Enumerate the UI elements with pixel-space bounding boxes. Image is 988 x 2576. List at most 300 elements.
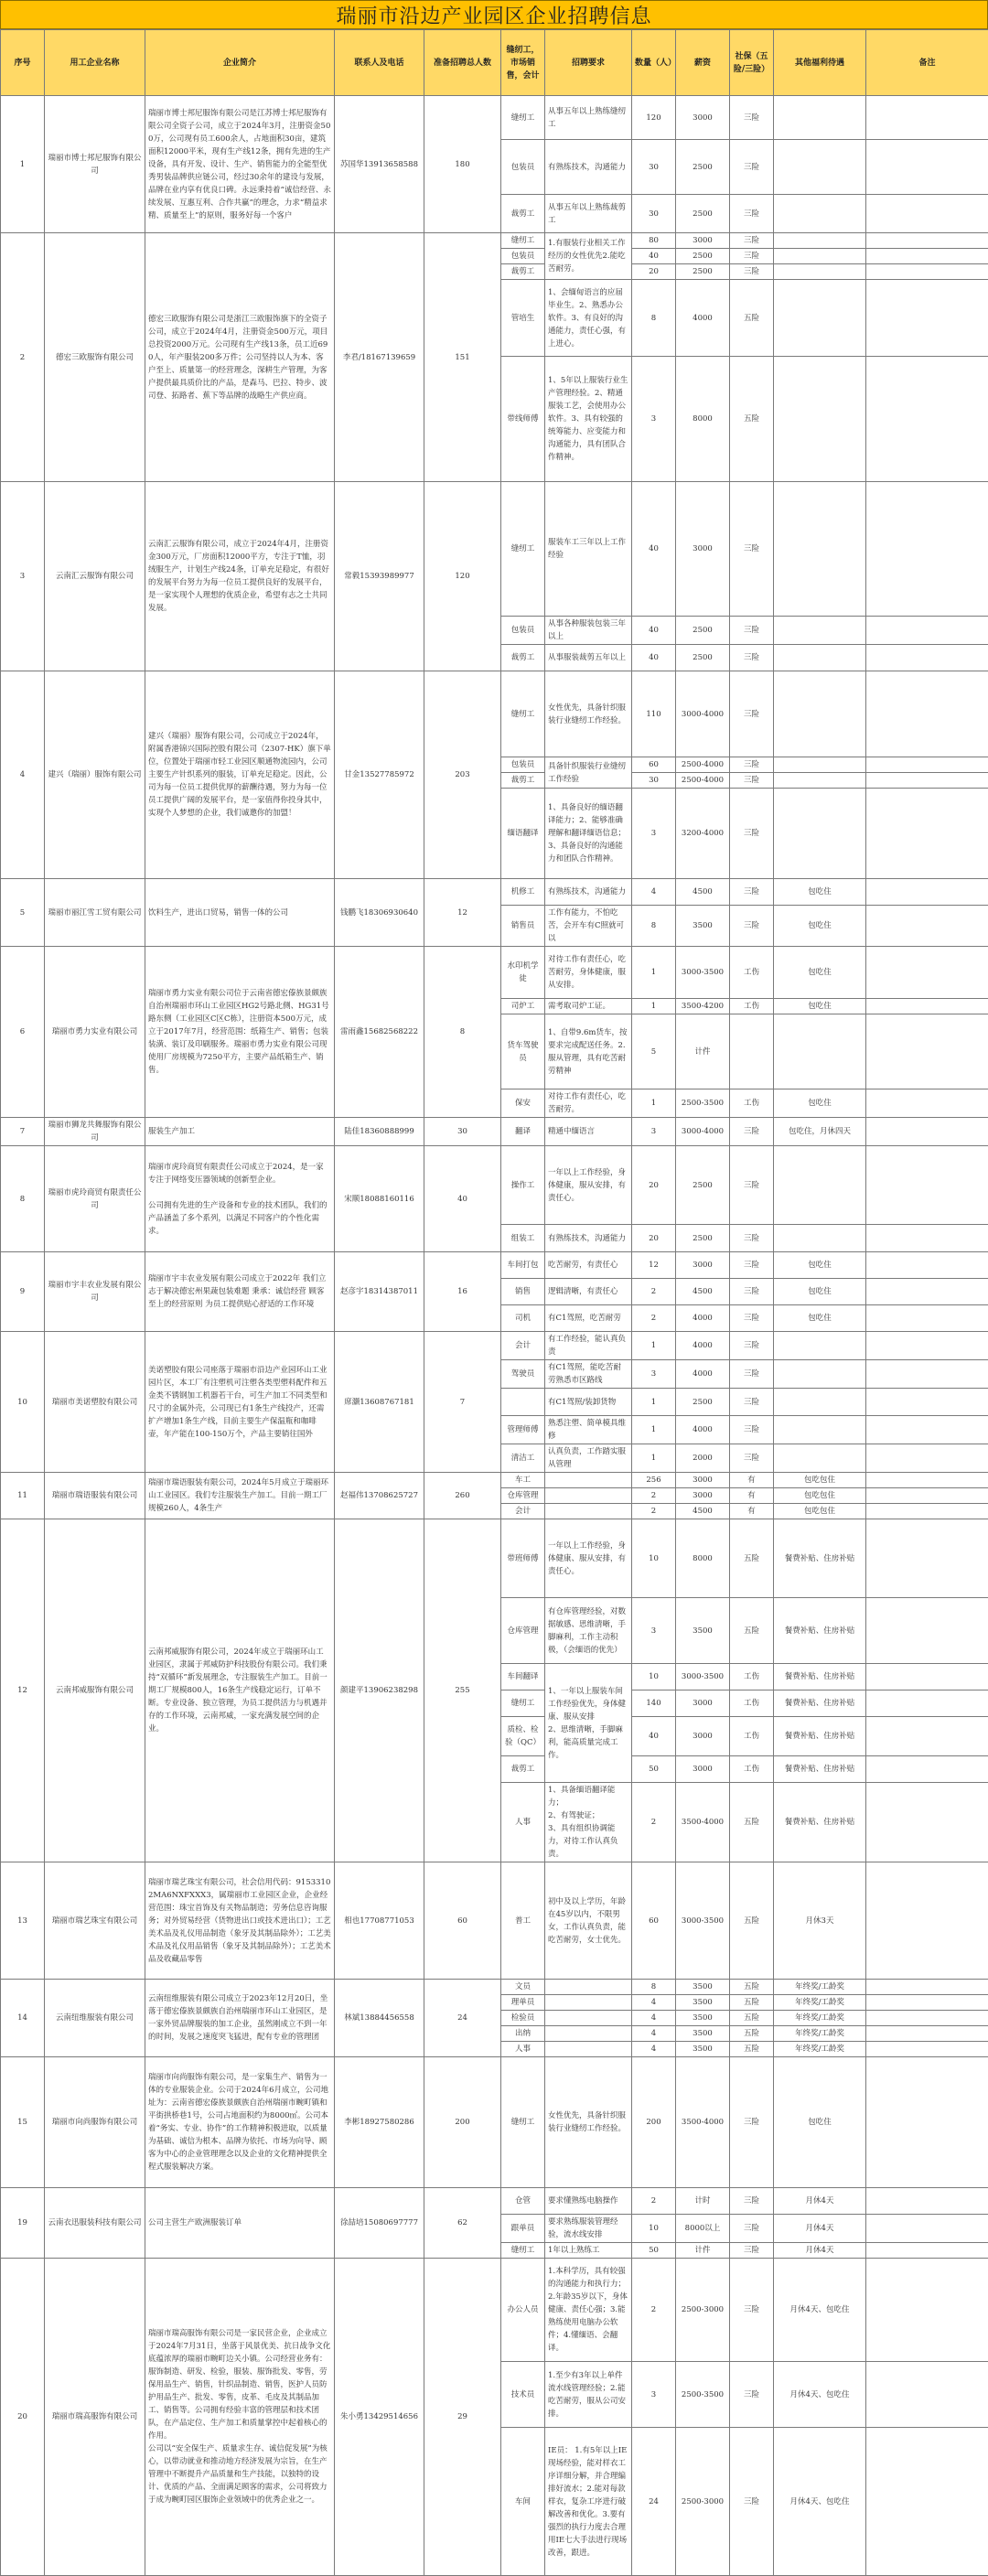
row-index: 3 [1, 482, 45, 671]
position-role: 驾驶员 [501, 1360, 545, 1389]
position-insurance: 工伤 [730, 1664, 774, 1690]
position-notes [866, 671, 988, 757]
position-benefits [774, 645, 866, 671]
position-salary: 3500-4000 [676, 1783, 730, 1862]
position-insurance: 有 [730, 1488, 774, 1504]
position-insurance: 三险 [730, 96, 774, 140]
position-requirement: 有工作经验，能认真负责 [545, 1332, 632, 1360]
position-notes [866, 906, 988, 947]
position-benefits: 月休4天、包吃住 [774, 2428, 866, 2576]
position-benefits [774, 1014, 866, 1089]
position-role: 包装员 [501, 140, 545, 195]
position-quantity: 140 [632, 1690, 676, 1717]
position-notes [866, 2188, 988, 2215]
position-salary: 3000 [676, 482, 730, 617]
position-requirement: 1年以上熟练工 [545, 2243, 632, 2259]
position-insurance: 五险 [730, 1598, 774, 1664]
table-row [1, 482, 988, 617]
position-benefits: 包吃包住 [774, 1488, 866, 1504]
position-role: 司机 [501, 1305, 545, 1332]
position-benefits: 包吃住 [774, 947, 866, 999]
row-index: 10 [1, 1332, 45, 1473]
position-notes [866, 249, 988, 264]
position-salary: 计件 [676, 1014, 730, 1089]
position-notes [866, 1504, 988, 1519]
table-row [1, 1980, 988, 1995]
position-benefits [774, 96, 866, 140]
table-body [1, 96, 988, 2576]
position-role: 出纳 [501, 2026, 545, 2042]
position-role: 包装员 [501, 757, 545, 773]
position-benefits [774, 671, 866, 757]
position-quantity: 1 [632, 1089, 676, 1118]
position-notes [866, 96, 988, 140]
position-notes [866, 195, 988, 233]
col-requirement-header: 招聘要求 [545, 30, 632, 96]
total-hiring: 260 [424, 1473, 501, 1519]
contact-phone: 宋顺18088160116 [335, 1146, 424, 1252]
position-quantity: 30 [632, 140, 676, 195]
position-insurance: 三险 [730, 1360, 774, 1389]
position-insurance: 三险 [730, 789, 774, 879]
position-notes [866, 1332, 988, 1360]
position-notes [866, 1664, 988, 1690]
company-intro: 云南邦威服饰有限公司，2024年成立于瑞丽环山工业园区，隶属于邦威防护科技股份有限公司。我们秉持“双循环”新发展理念，专注服装生产加工。目前一期工厂规模800人，16条生产线稳定运行，订单不断。专业设备、独立管理，为员工提供活力与机遇并存的工作环境，云南邦威，一家充满发展空间的企业。 [145, 1519, 335, 1862]
position-salary: 计时 [676, 2188, 730, 2215]
row-index: 19 [1, 2188, 45, 2259]
position-quantity: 50 [632, 1756, 676, 1783]
position-salary: 4000 [676, 280, 730, 357]
position-salary: 2500-3000 [676, 2428, 730, 2576]
header-row [1, 30, 988, 96]
position-insurance: 三险 [730, 2259, 774, 2362]
position-notes [866, 357, 988, 482]
contact-phone: 常毅15393989977 [335, 482, 424, 671]
col-insurance-header: 社保（五险/三险） [730, 30, 774, 96]
position-requirement: 对待工作有责任心，吃苦耐劳，身体健康，服从安排。 [545, 947, 632, 999]
position-requirement: 逻辑清晰，有责任心 [545, 1279, 632, 1305]
table-row [1, 2259, 988, 2362]
position-quantity: 40 [632, 617, 676, 645]
contact-phone: 相也17708771053 [335, 1862, 424, 1980]
position-quantity: 5 [632, 1014, 676, 1089]
company-name: 云南衣迅服装科技有限公司 [45, 2188, 145, 2259]
company-name: 瑞丽市勇力实业有限公司 [45, 947, 145, 1118]
position-requirement: 女性优先，具备针织服装行业缝纫工作经验。 [545, 671, 632, 757]
position-notes [866, 1598, 988, 1664]
position-requirement [545, 1995, 632, 2011]
position-insurance: 五险 [730, 1862, 774, 1980]
position-role [501, 1389, 545, 1416]
position-role: 货车驾驶员 [501, 1014, 545, 1089]
row-index: 6 [1, 947, 45, 1118]
position-role: 质检、检验（QC） [501, 1717, 545, 1756]
position-benefits: 年终奖/工龄奖 [774, 1980, 866, 1995]
position-salary: 2500-4000 [676, 757, 730, 773]
position-role: 仓库管理 [501, 1598, 545, 1664]
position-notes [866, 789, 988, 879]
position-insurance: 三险 [730, 2243, 774, 2259]
position-notes [866, 1717, 988, 1756]
company-intro: 瑞丽市虎玲商贸有限责任公司成立于2024，是一家专注于网络变压器领域的创新型企业。 公司拥有先进的生产设备和专业的技术团队，我们的产品涵盖了多个系列，以满足不同客户的个性化需求。 [145, 1146, 335, 1252]
position-benefits: 包吃包住 [774, 1504, 866, 1519]
position-requirement: 熟悉注塑、简单模具维修 [545, 1416, 632, 1444]
position-requirement: 有C1驾照，能吃苦耐劳熟悉市区路线 [545, 1360, 632, 1389]
position-notes [866, 1146, 988, 1225]
position-requirement: 1、5年以上服装行业生产管理经验。2、精通服装工艺，会使用办公软件。3、具有较强的统筹能力、应变能力和沟通能力，具有团队合作精神。 [545, 357, 632, 482]
company-intro: 瑞丽市瑞高服饰有限公司是一家民营企业，企业成立于2024年7月31日，坐落于风景优美、抗日战争文化底蕴浓厚的瑞丽市畹町边关小镇。公司经营业务有：服饰制造、研发、检验，服装、服饰批发、零售，劳保用品生产、销售，针织品制造、销售，医护人员防护用品生产、批发、零售，皮革、毛皮及其制品加工、销售等。公司拥有经验丰富的管理层和技术团队，在产品定位、生产加工和质量掌控中起着核心的作用。 公司以“安全保生产、质量求生存、诚信促发展”为核心，以带动就业和推动地方经济发展为宗旨，在生产管理中不断提升产品质量和生产技能，以独特的设计、优质的产品、全面满足顾客的需求，公司将致力于成为畹町园区服饰企业领域中的优秀企业之一。 [145, 2259, 335, 2576]
contact-phone: 朱小勇13429514656 [335, 2259, 424, 2576]
position-quantity: 20 [632, 264, 676, 280]
position-insurance: 五险 [730, 280, 774, 357]
position-benefits [774, 249, 866, 264]
row-index: 20 [1, 2259, 45, 2576]
position-insurance [730, 1014, 774, 1089]
col-benefits-header: 其他福利待遇 [774, 30, 866, 96]
col-quantity-header: 数量（人） [632, 30, 676, 96]
table-row [1, 879, 988, 906]
position-quantity: 3 [632, 2362, 676, 2428]
position-insurance: 三险 [730, 757, 774, 773]
position-role: 技术员 [501, 2362, 545, 2428]
position-salary: 2500-3500 [676, 2362, 730, 2428]
col-total-header: 准备招聘总人数 [424, 30, 501, 96]
contact-phone: 徐喆培15080697777 [335, 2188, 424, 2259]
position-salary: 2500-3500 [676, 1089, 730, 1118]
position-insurance: 三险 [730, 264, 774, 280]
position-notes [866, 2057, 988, 2188]
company-intro: 德宏三欧服饰有限公司是浙江三欧服饰旗下的全资子公司，成立于2024年4月，注册资金500万元，项目总投资2000万元。公司现有生产线13条，员工近690人，年产服装200多万件；公司坚持以人为本、客户至上、质量第一的经营理念，深耕生产管理，为客户提供最具质价比的产品，是森马、巴拉、特步、波司登、拓路者、蕉下等品牌的战略生产供应商。 [145, 233, 335, 482]
position-benefits: 月休4天、包吃住 [774, 2362, 866, 2428]
position-benefits: 包吃住 [774, 879, 866, 906]
col-notes-header: 备注 [866, 30, 988, 96]
position-requirement: 一年以上工作经验，身体健康、服从安排，有责任心。 [545, 1519, 632, 1598]
position-insurance: 五险 [730, 1995, 774, 2011]
position-benefits: 餐费补贴、住房补贴 [774, 1690, 866, 1717]
position-quantity: 4 [632, 2011, 676, 2026]
company-intro: 建兴（瑞丽）服饰有限公司，公司成立于2024年，附属香港锦兴国际控股有限公司（2307-HK）旗下单位，位置处于瑞丽市轻工业园区顺通物流园内，公司主要生产针织系列的服装，订单充足稳定。因此，公司为每一位员工提供优厚的薪酬待遇，努力为每一位员工提供广阔的发展平台，是一家值得你投身其中，实现个人梦想的企业，我们诚邀你的加盟！ [145, 671, 335, 879]
position-salary: 3500 [676, 906, 730, 947]
position-notes [866, 1360, 988, 1389]
position-notes [866, 645, 988, 671]
position-notes [866, 1473, 988, 1488]
position-notes [866, 1118, 988, 1146]
table-row [1, 671, 988, 757]
position-quantity: 3 [632, 1118, 676, 1146]
position-insurance: 三险 [730, 906, 774, 947]
position-role: 包装员 [501, 249, 545, 264]
row-index: 15 [1, 2057, 45, 2188]
position-salary: 3000-4000 [676, 671, 730, 757]
position-salary: 3500 [676, 1980, 730, 1995]
total-hiring: 120 [424, 482, 501, 671]
position-requirement: 1、会缅甸语言的应届毕业生。2、熟悉办公软件。3、有良好的沟通能力，责任心强，有上进心。 [545, 280, 632, 357]
position-notes [866, 1252, 988, 1279]
position-salary: 3500 [676, 2026, 730, 2042]
position-role: 管理师傅 [501, 1416, 545, 1444]
position-notes [866, 999, 988, 1014]
position-insurance: 三险 [730, 671, 774, 757]
position-salary: 3000 [676, 1717, 730, 1756]
position-salary: 3500-4000 [676, 2057, 730, 2188]
position-salary: 3000-3500 [676, 1862, 730, 1980]
row-index: 12 [1, 1519, 45, 1862]
total-hiring: 16 [424, 1252, 501, 1332]
position-benefits [774, 773, 866, 789]
position-requirement: 有熟练技术，沟通能力 [545, 140, 632, 195]
position-quantity: 1 [632, 1444, 676, 1473]
col-index-header: 序号 [1, 30, 45, 96]
total-hiring: 151 [424, 233, 501, 482]
position-insurance: 三险 [730, 482, 774, 617]
position-role: 文员 [501, 1980, 545, 1995]
position-salary: 3200-4000 [676, 789, 730, 879]
company-intro: 美诺塑胶有限公司座落于瑞丽市沿边产业园环山工业园片区，本工厂有注塑机可注塑各类型塑料配件和五金类不锈钢加工机器若干台，可生产加工不同类型和尺寸的金属外壳，公司现已有1条生产线投产，还需扩产增加1条生产线，目前主要生产保温瓶和咖啡壶，年产能在100-150万个，产品主要销往国外 [145, 1332, 335, 1473]
position-quantity: 1 [632, 1416, 676, 1444]
contact-phone: 陆佳18360888999 [335, 1118, 424, 1146]
position-salary: 2500 [676, 249, 730, 264]
position-quantity: 4 [632, 2042, 676, 2057]
table-row [1, 2188, 988, 2215]
position-requirement: 1、具备良好的缅语翻译能力；2、能够准确理解和翻译缅语信息；3、具备良好的沟通能力和团队合作精神。 [545, 789, 632, 879]
position-salary: 4000 [676, 1416, 730, 1444]
position-salary: 3500 [676, 1598, 730, 1664]
position-insurance: 三险 [730, 1118, 774, 1146]
position-requirement: 从事各种服装包装三年以上 [545, 617, 632, 645]
position-role: 司炉工 [501, 999, 545, 1014]
table-row [1, 2057, 988, 2188]
position-notes [866, 1519, 988, 1598]
position-salary: 4500 [676, 879, 730, 906]
position-salary: 3500-4200 [676, 999, 730, 1014]
position-salary: 3500 [676, 1995, 730, 2011]
row-index: 13 [1, 1862, 45, 1980]
position-notes [866, 2011, 988, 2026]
company-name: 瑞丽市宇丰农业发展有限公司 [45, 1252, 145, 1332]
position-salary: 3000-3500 [676, 947, 730, 999]
position-requirement: 有仓库管理经验，对数据敏感、思维清晰，手脚麻利，工作主动积极，（会缅语的优先） [545, 1598, 632, 1664]
position-requirement: 具备针织服装行业缝纫工作经验 [545, 757, 632, 789]
company-intro: 瑞丽市向尚服饰有限公司，是一家集生产、销售为一体的专业服装企业。公司于2024年6月成立，公司地址为：云南省德宏傣族景颇族自治州瑞丽市畹町镇和平街拱桥巷1号，公司占地面积约为8000㎡。公司本着“务实、专业、协作”的工作精神积极进取，以质量为基础、诚信为根本、品牌为依托、市场为向导、顾客为中心的企业管理理念以及企业的文化精神提供全程式服装解决方案。 [145, 2057, 335, 2188]
position-insurance: 五险 [730, 1980, 774, 1995]
position-benefits [774, 1225, 866, 1252]
position-salary: 4000 [676, 1305, 730, 1332]
position-notes [866, 1995, 988, 2011]
position-quantity: 40 [632, 1717, 676, 1756]
position-notes [866, 280, 988, 357]
row-index: 11 [1, 1473, 45, 1519]
position-role: 裁剪工 [501, 264, 545, 280]
position-quantity: 2 [632, 2188, 676, 2215]
position-salary: 2500 [676, 1389, 730, 1416]
position-notes [866, 2362, 988, 2428]
position-role: 清洁工 [501, 1444, 545, 1473]
position-insurance: 三险 [730, 2057, 774, 2188]
position-notes [866, 1279, 988, 1305]
position-benefits: 包吃住 [774, 999, 866, 1014]
position-salary: 2500 [676, 645, 730, 671]
position-insurance: 五险 [730, 2026, 774, 2042]
col-company-name-header: 用工企业名称 [45, 30, 145, 96]
position-quantity: 40 [632, 482, 676, 617]
position-benefits [774, 482, 866, 617]
position-salary: 3500 [676, 2042, 730, 2057]
total-hiring: 29 [424, 2259, 501, 2576]
position-notes [866, 233, 988, 249]
company-name: 瑞丽市丽江雪工贸有限公司 [45, 879, 145, 947]
position-benefits: 餐费补贴、住房补贴 [774, 1756, 866, 1783]
company-name: 瑞丽市向尚服饰有限公司 [45, 2057, 145, 2188]
position-role: 缝纫工 [501, 233, 545, 249]
company-intro: 云南汇云服饰有限公司，成立于2024年4月，注册资金300万元，厂房面积12000平方，专注于T恤，羽绒服生产，计划生产线24条，订单充足稳定，有很好的发展平台努力为每一位员工提供良好的发展平台，是一家实现个人理想的优质企业，希望有志之士共同发展。 [145, 482, 335, 671]
position-quantity: 8 [632, 906, 676, 947]
position-benefits: 包吃住 [774, 1305, 866, 1332]
position-salary: 3000-3500 [676, 1664, 730, 1690]
position-requirement: 1、自带9.6m货车，按要求完成配送任务。2.服从管理，具有吃苦耐劳精神 [545, 1014, 632, 1089]
company-intro: 公司主营生产欧洲服装订单 [145, 2188, 335, 2259]
position-benefits [774, 1332, 866, 1360]
position-role: 管培生 [501, 280, 545, 357]
position-role: 会计 [501, 1504, 545, 1519]
contact-phone: 颜建平13906238298 [335, 1519, 424, 1862]
position-insurance: 工伤 [730, 947, 774, 999]
position-salary: 2500-3000 [676, 2259, 730, 2362]
company-name: 瑞丽市瑞高服饰有限公司 [45, 2259, 145, 2576]
position-benefits: 年终奖/工龄奖 [774, 2042, 866, 2057]
position-requirement: 有熟练技术，沟通能力 [545, 879, 632, 906]
position-notes [866, 1305, 988, 1332]
position-insurance: 三险 [730, 1146, 774, 1225]
position-insurance: 五险 [730, 357, 774, 482]
table-row [1, 96, 988, 140]
position-benefits: 月休4天 [774, 2188, 866, 2215]
table-row [1, 1862, 988, 1980]
position-quantity: 30 [632, 773, 676, 789]
total-hiring: 203 [424, 671, 501, 879]
position-role: 带线师傅 [501, 357, 545, 482]
position-notes [866, 2259, 988, 2362]
position-insurance: 五险 [730, 2011, 774, 2026]
position-requirement: 精通中缅语言 [545, 1118, 632, 1146]
total-hiring: 40 [424, 1146, 501, 1252]
contact-phone: 李君/18167139659 [335, 233, 424, 482]
company-name: 德宏三欧服饰有限公司 [45, 233, 145, 482]
position-insurance: 工伤 [730, 1690, 774, 1717]
position-notes [866, 2428, 988, 2576]
position-role: 裁剪工 [501, 645, 545, 671]
total-hiring: 12 [424, 879, 501, 947]
table-row [1, 1519, 988, 1598]
position-insurance: 三险 [730, 1252, 774, 1279]
position-salary: 3000 [676, 233, 730, 249]
position-salary: 4500 [676, 1279, 730, 1305]
table-row [1, 233, 988, 249]
position-salary: 2000 [676, 1444, 730, 1473]
company-intro: 瑞丽市博士邦尼服饰有限公司是江苏博士邦尼服饰有限公司全资子公司，成立于2024年3月，注册资金500万，公司现有员工600余人，占地面积30亩，建筑面积12000平米，现有生产线12条，拥有先进的生产设备，具有开发、设计、生产、销售能力的全能型优秀男装品牌供应链公司，经过30余年的建设与发展，品牌在业内享有优良口碑。永远秉持着“诚信经营、永续发展、互惠互利、合作共赢”的理念，力求“精益求精、质量至上”的原则，服务好每一个客户 [145, 96, 335, 233]
table-row [1, 947, 988, 999]
position-quantity: 200 [632, 2057, 676, 2188]
position-quantity: 20 [632, 1225, 676, 1252]
position-role: 仓库管理 [501, 1488, 545, 1504]
position-insurance: 三险 [730, 1416, 774, 1444]
company-name: 瑞丽市虎玲商贸有限责任公司 [45, 1146, 145, 1252]
position-benefits: 餐费补贴、住房补贴 [774, 1717, 866, 1756]
position-benefits [774, 1389, 866, 1416]
position-quantity: 4 [632, 2026, 676, 2042]
position-notes [866, 2243, 988, 2259]
position-insurance: 三险 [730, 140, 774, 195]
position-notes [866, 1980, 988, 1995]
position-requirement [545, 1473, 632, 1488]
position-role: 缝纫工 [501, 482, 545, 617]
position-role: 翻译 [501, 1118, 545, 1146]
position-role: 车间翻译 [501, 1664, 545, 1690]
position-benefits [774, 757, 866, 773]
position-quantity: 4 [632, 879, 676, 906]
position-quantity: 1 [632, 1332, 676, 1360]
position-benefits: 月休3天 [774, 1862, 866, 1980]
position-notes [866, 757, 988, 773]
position-benefits: 餐费补贴、住房补贴 [774, 1664, 866, 1690]
position-notes [866, 947, 988, 999]
position-salary: 3500 [676, 2011, 730, 2026]
position-insurance: 三险 [730, 879, 774, 906]
position-notes [866, 264, 988, 280]
position-salary: 3000 [676, 1756, 730, 1783]
position-insurance: 工伤 [730, 1717, 774, 1756]
total-hiring: 24 [424, 1980, 501, 2057]
position-quantity: 8 [632, 1980, 676, 1995]
position-benefits [774, 233, 866, 249]
position-role: 缝纫工 [501, 1690, 545, 1717]
position-quantity: 3 [632, 789, 676, 879]
position-salary: 2500-4000 [676, 773, 730, 789]
position-benefits: 餐费补贴、住房补贴 [774, 1783, 866, 1862]
position-requirement: 认真负责，工作踏实服从管理 [545, 1444, 632, 1473]
position-notes [866, 1225, 988, 1252]
position-benefits [774, 1360, 866, 1389]
position-salary: 3000 [676, 1488, 730, 1504]
position-benefits: 年终奖/工龄奖 [774, 1995, 866, 2011]
position-requirement: 有C1驾照，吃苦耐劳 [545, 1305, 632, 1332]
position-benefits: 包吃住 [774, 1089, 866, 1118]
position-role: 车间打包 [501, 1252, 545, 1279]
position-benefits [774, 789, 866, 879]
total-hiring: 62 [424, 2188, 501, 2259]
position-role: 车间 [501, 2428, 545, 2576]
position-notes [866, 1444, 988, 1473]
position-requirement: 有熟练技术，沟通能力 [545, 1225, 632, 1252]
position-salary: 计件 [676, 2243, 730, 2259]
position-insurance: 三险 [730, 249, 774, 264]
contact-phone: 李彬18927580286 [335, 2057, 424, 2188]
position-quantity: 10 [632, 2215, 676, 2243]
position-insurance: 三险 [730, 1279, 774, 1305]
position-role: 车工 [501, 1473, 545, 1488]
position-requirement: 工作有能力，不怕吃苦，会开车有C照就可以 [545, 906, 632, 947]
position-quantity: 12 [632, 1252, 676, 1279]
company-intro: 瑞丽市宇丰农业发展有限公司成立于2022年 我们立志于解决德宏州果蔬包装难题 秉承：诚信经营 顾客至上的经营原则 为员工提供贴心舒适的工作环境 [145, 1252, 335, 1332]
position-insurance: 三险 [730, 1444, 774, 1473]
recruitment-table [0, 29, 988, 2576]
position-quantity: 2 [632, 2259, 676, 2362]
position-benefits: 月休4天 [774, 2215, 866, 2243]
position-quantity: 2 [632, 1504, 676, 1519]
position-salary: 8000 [676, 1519, 730, 1598]
position-requirement: 初中及以上学历，年龄在45岁以内，不限男女，工作认真负责，能吃苦耐劳，女士优先。 [545, 1862, 632, 1980]
position-benefits [774, 1444, 866, 1473]
row-index: 14 [1, 1980, 45, 2057]
